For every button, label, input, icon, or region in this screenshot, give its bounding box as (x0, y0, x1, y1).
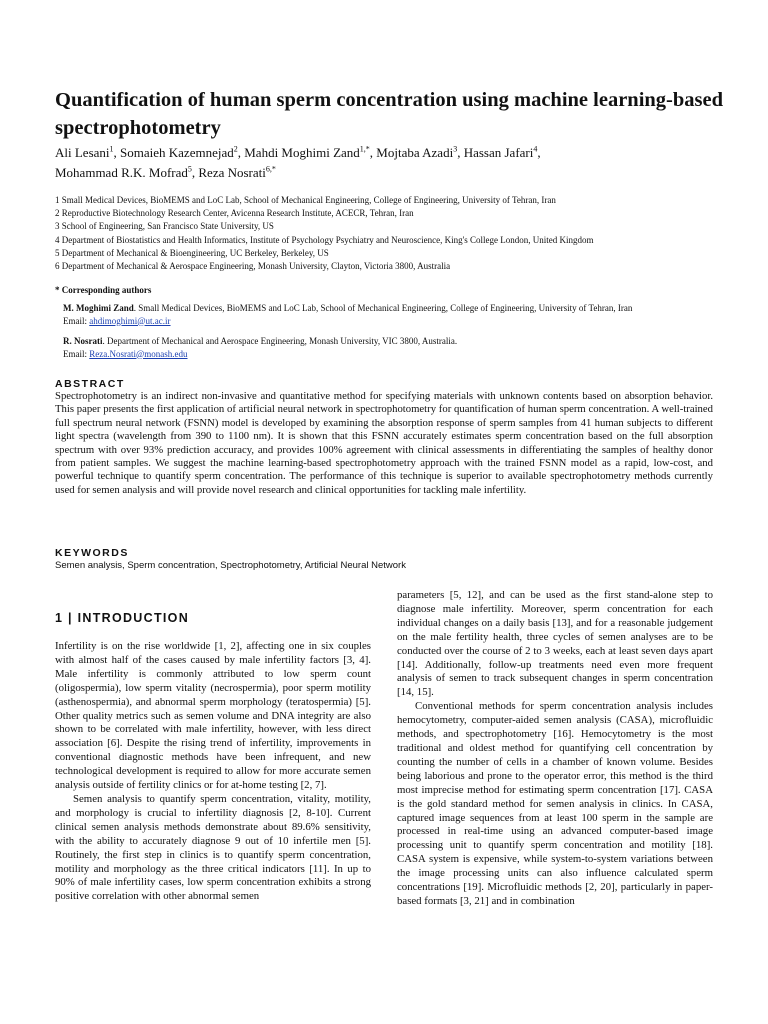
body-paragraph: Semen analysis to quantify sperm concentration, vitality, motility, and morphology is crucial to infertility diagnosis [2, 8-10]. Current clinical semen analysis methods demonstrate about 89.6% sensitivity, with the ability to accurately diagnose 9 out of 10 infertile men [5]. Routinely, the first step in clinics is to quantify sperm concentration, motility and morphology as the three critical indicators [11]. In up to 90% of male infertility cases, low sperm concentration exhibits a strong positive correlation with other abnormal semen (55, 792, 371, 903)
author-affiliation-mark: 6,* (265, 164, 276, 174)
body-paragraph: Infertility is on the rise worldwide [1, 2], affecting one in six couples with almost half of the cases caused by male infertility factors [3, 4]. Male infertility is commonly attributed to low sperm count (oligospermia), low sperm vitality (necrospermia), poor sperm motility (asthenospermia), and abnormal sperm morphology (teratospermia) [5]. Other quality metrics such as semen volume and DNA integrity are also shown to be correlated with male infertility, however, with less direct association [6]. Despite the rising trend of infertility, improvements in conventional diagnostic methods have been infrequent, and new technological development is required to allow for more accurate semen analysis outside of fertility clinics or for at-home testing [2, 7]. (55, 640, 371, 792)
affiliation-item: 2 Reproductive Biotechnology Research Center, Avicenna Research Institute, ACECR, Tehran, Iran (55, 208, 414, 219)
author-name: Mojtaba Azadi (376, 145, 454, 160)
introduction-heading: 1 | INTRODUCTION (55, 611, 190, 625)
corresponding-author-name: R. Nosrati (63, 336, 103, 346)
body-paragraph: parameters [5, 12], and can be used as the first stand-alone step to diagnose male infertility. Moreover, sperm concentration for each individual changes on a daily basis [13], and for a reasonable judgement on the male fertility health, three cycles of semen analyses are to be conducted over the course of 2 to 3 weeks, each at least seven days apart [14]. Additionally, follow-up treatments need even more frequent analysis of semen to track subsequent changes in sperm concentration [14, 15]. (397, 589, 713, 699)
author-affiliation-mark: 3 (453, 144, 458, 154)
author-affiliation-mark: 4 (533, 144, 538, 154)
body-paragraph: Conventional methods for sperm concentration analysis includes hemocytometry, computer-aided semen analysis (CASA), microfluidic methods, and spectrophotometry [16]. Hemocytometry is the most traditional and oldest method for quantifying cell concentration by counting the number of cells in a chamber of known volume. Besides being laborious and prone to the operator error, this method is the third most imprecise method for estimating sperm concentration [17]. CASA is the gold standard method for semen analysis in clinics. In CASA, captured image sequences from at least 100 sperm in the sample are processed in real-time using an advanced computer-based image processing unit to quantify sperm concentration and motility [18]. CASA system is expensive, while system-to-system variations between the image processing units can also influence calculated sperm concentrations [19]. Microfluidic methods [2, 20], particularly in paper-based formats [3, 21] and in combination (397, 700, 713, 907)
right-column (397, 589, 713, 909)
author-name: Mahdi Moghimi Zand (244, 145, 360, 160)
keywords-text: Semen analysis, Sperm concentration, Spectrophotometry, Artificial Neural Network (55, 560, 406, 571)
affiliation-list (55, 194, 745, 273)
author-affiliation-mark: 1 (109, 144, 114, 154)
keywords-heading: KEYWORDS (55, 547, 129, 559)
affiliation-item: 3 School of Engineering, San Francisco State University, US (55, 221, 274, 232)
corresponding-author-block (63, 335, 743, 360)
author-affiliation-mark: 5 (187, 164, 192, 174)
corresponding-authors-heading: * Corresponding authors (55, 285, 152, 295)
email-link[interactable]: Reza.Nosrati@monash.edu (89, 348, 188, 359)
author-affiliation-mark: 1,* (359, 144, 370, 154)
author-name: Mohammad R.K. Mofrad (55, 165, 188, 180)
author-name: Hassan Jafari (463, 145, 534, 160)
email-link[interactable]: ahdimoghimi@ut.ac.ir (89, 315, 171, 326)
affiliation-item: 6 Department of Mechanical & Aerospace Engineering, Monash University, Clayton, Victoria 3800, Australia (55, 261, 451, 272)
author-name: Reza Nosrati (198, 165, 266, 180)
email-label: Email: (63, 348, 90, 359)
left-column (55, 640, 371, 904)
abstract-heading: ABSTRACT (55, 378, 125, 390)
paper-title: Quantification of human sperm concentration using machine learning-based spectrophotometry (55, 89, 723, 139)
corresponding-author-address: . Small Medical Devices, BioMEMS and LoC Lab, School of Mechanical Engineering, College of Engineering, University of Tehran, Iran (133, 303, 633, 313)
corresponding-author-name: M. Moghimi Zand (63, 303, 134, 313)
corresponding-author-address: . Department of Mechanical and Aerospace Engineering, Monash University, VIC 3800, Australia. (102, 336, 458, 346)
author-name: Somaieh Kazemnejad (120, 145, 234, 160)
affiliation-item: 5 Department of Mechanical & Bioengineering, UC Berkeley, Berkeley, US (55, 247, 329, 258)
abstract-text: Spectrophotometry is an indirect non-invasive and quantitative method for specifying materials with unknown contents based on absorption behavior. This paper presents the first application of artificial neural network in spectrophotometry for quantification of human sperm concentration. A well-trained full spectrum neural network (FSNN) model is developed by examining the absorption response of sperm samples from 41 human subjects to different light spectra (wavelength from 390 to 1100 nm). It is shown that this FSNN accurately estimates sperm concentration based on the full absorption spectrum with over 93% prediction accuracy, and provides 100% agreement with clinical assessments in differentiating the samples of healthy donor from patient samples. We suggest the machine learning-based spectrophotometry approach with the trained FSNN model as a rapid, low-cost, and powerful technique to quantify sperm concentration. The performance of this technique is superior to available spectrophotometry methods currently used for semen analysis and will provide novel research and clinical opportunities for tackling male infertility. (55, 390, 713, 496)
author-name: Ali Lesani (55, 145, 110, 160)
author-affiliation-mark: 2 (233, 144, 238, 154)
author-list: Ali Lesani$^1$, Somaieh Kazemnejad$^2$, Mahdi Moghimi Zand$^{1,*}$, Mojtaba Azadi$^3$, Hassan Jafari$^4$, Mohammad R.K. Mofrad$^5$, Reza Nosrati$^{6,*}$ (55, 144, 541, 180)
affiliation-item: 1 Small Medical Devices, BioMEMS and LoC Lab, School of Mechanical Engineering, College of Engineering, University of Tehran, Iran (55, 195, 556, 205)
email-label: Email: (63, 315, 90, 326)
affiliation-item: 4 Department of Biostatistics and Health Informatics, Institute of Psychology Psychiatry and Neuroscience, King's College London, United Kingdom (55, 234, 594, 245)
corresponding-author-block (63, 302, 743, 327)
